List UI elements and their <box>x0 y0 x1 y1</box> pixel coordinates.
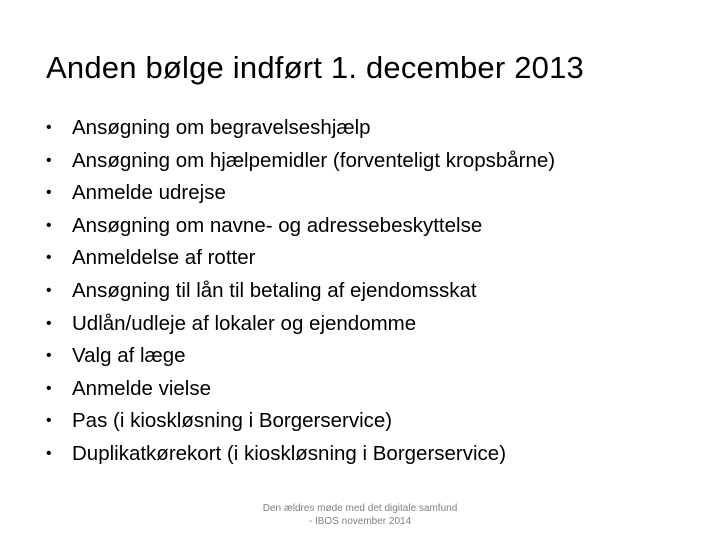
bullet-icon: • <box>46 216 52 234</box>
list-item: • Anmeldelse af rotter <box>46 242 686 275</box>
footer-line-1: Den ældres møde med det digitale samfund <box>262 503 458 514</box>
bullet-icon: • <box>46 379 52 397</box>
list-item: • Anmelde vielse <box>46 373 686 406</box>
slide-title: Anden bølge indført 1. december 2013 <box>46 50 584 85</box>
bullet-icon: • <box>46 281 52 299</box>
list-item: • Duplikatkørekort (i kioskløsning i Borgerservice) <box>46 438 686 471</box>
list-item: • Valg af læge <box>46 340 686 373</box>
list-item: • Anmelde udrejse <box>46 177 686 210</box>
bullet-icon: • <box>46 444 52 462</box>
list-item: • Pas (i kioskløsning i Borgerservice) <box>46 405 686 438</box>
list-item: • Ansøgning om hjælpemidler (forventeligt kropsbårne) <box>46 145 686 178</box>
bullet-icon: • <box>46 412 52 430</box>
list-item: • Ansøgning til lån til betaling af ejendomsskat <box>46 275 686 308</box>
bullet-icon: • <box>46 314 52 332</box>
bullet-list <box>46 112 686 471</box>
bullet-icon: • <box>46 249 52 267</box>
footer-line-2: - IBOS november 2014 <box>308 516 412 527</box>
slide-footer <box>230 502 490 528</box>
bullet-icon: • <box>46 119 52 136</box>
bullet-icon: • <box>46 347 52 365</box>
bullet-icon: • <box>46 184 52 202</box>
list-item: • Ansøgning om navne- og adressebeskyttelse <box>46 210 686 243</box>
list-item: • Ansøgning om begravelseshjælp <box>46 112 686 145</box>
list-item: • Udlån/udleje af lokaler og ejendomme <box>46 308 686 341</box>
bullet-icon: • <box>46 151 52 169</box>
